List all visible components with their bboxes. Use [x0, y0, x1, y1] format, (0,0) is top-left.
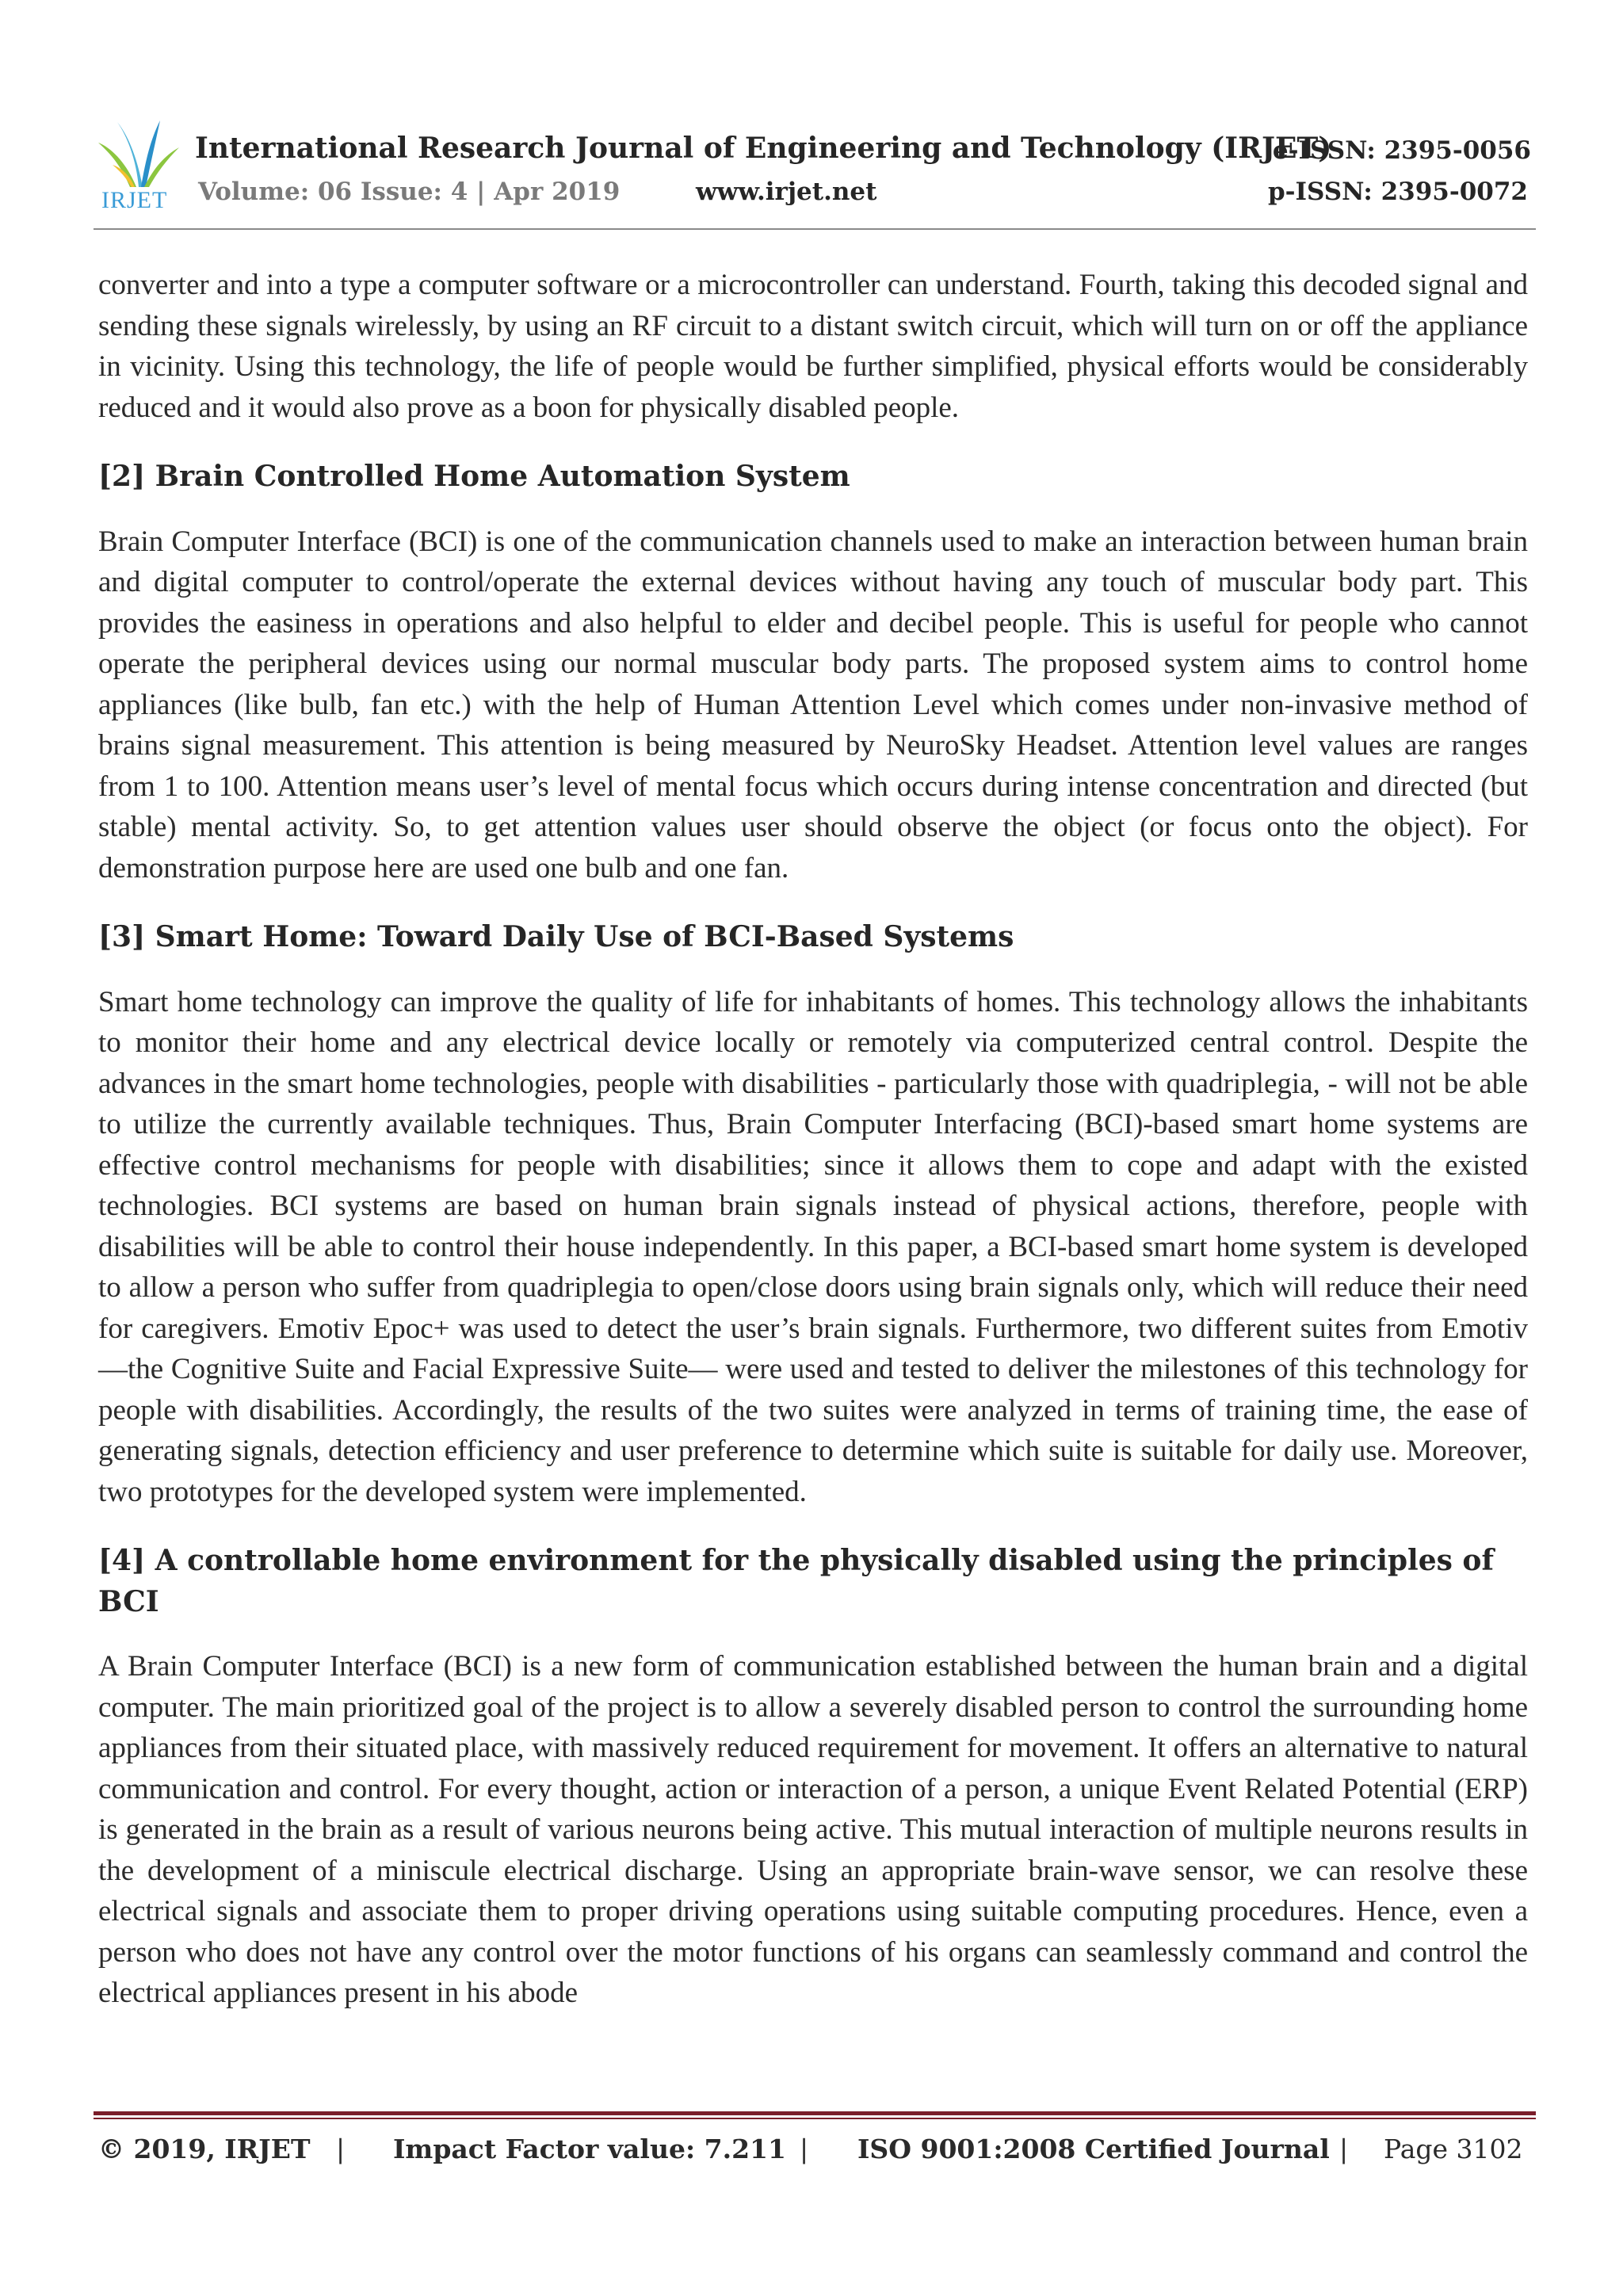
article-body: [98, 265, 1528, 2014]
website-link[interactable]: www.irjet.net: [696, 178, 877, 206]
section-heading: [2] Brain Controlled Home Automation System: [98, 460, 850, 493]
footer-divider: [94, 2111, 1536, 2119]
footer-separator: |: [800, 2134, 809, 2164]
page-footer: [98, 2127, 1525, 2175]
journal-title: International Research Journal of Engineering and Technology (IRJET): [195, 132, 1332, 165]
section-heading: [3] Smart Home: Toward Daily Use of BCI-Based Systems: [98, 920, 1014, 953]
logo-text: IRJET: [101, 187, 168, 213]
section-heading: [4] A controllable home environment for the physically disabled using the principles of BCI: [98, 1544, 1494, 1618]
footer-impact-factor: Impact Factor value: 7.211: [393, 2134, 786, 2164]
footer-iso: ISO 9001:2008 Certified Journal: [857, 2134, 1330, 2164]
p-issn: p-ISSN: 2395-0072: [1267, 178, 1528, 206]
e-issn: e-ISSN: 2395-0056: [1272, 136, 1531, 165]
section-paragraph: A Brain Computer Interface (BCI) is a new form of communication established between the human brain and a digital computer. The main prioritized goal of the project is to allow a severely disabled person to control the surrounding home appliances from their situated place, with massively reduced requirement for movement. It offers an alternative to natural communication and control. For every thought, action or interaction of a person, a unique Event Related Potential (ERP) is generated in the brain as a result of various neurons being active. This mutual interaction of multiple neurons results in the development of a miniscule electrical discharge. Using an appropriate brain-wave sensor, we can resolve these electrical signals and associate them to proper driving operations using suitable computing procedures. Hence, even a person who does not have any control over the motor functions of his organs can seamlessly command and control the electrical appliances present in his abode: [98, 1650, 1528, 2009]
volume-issue: Volume: 06 Issue: 4 | Apr 2019: [198, 178, 621, 206]
page-header: [94, 111, 1536, 230]
section-paragraph: Brain Computer Interface (BCI) is one of the communication channels used to make an interaction between human brain and digital computer to control/operate the external devices without having any touch of muscular body part. This provides the easiness in operations and also helpful to elder and decibel people. This is useful for people who cannot operate the peripheral devices using our normal muscular body parts. The proposed system aims to control home appliances (like bulb, fan etc.) with the help of Human Attention Level which comes under non-invasive method of brains signal measurement. This attention is being measured by NeuroSky Headset. Attention level values are ranges from 1 to 100. Attention means user’s level of mental focus which occurs during intense concentration and directed (but stable) mental activity. So, to get attention values user should observe the object (or focus onto the object). For demonstration purpose here are used one bulb and one fan.: [98, 525, 1528, 884]
footer-separator: |: [1339, 2134, 1349, 2164]
intro-paragraph: converter and into a type a computer software or a microcontroller can understand. Fourth, taking this decoded signal and sending these signals wirelessly, by using an RF circuit to a distant switch circuit, which will turn on or off the appliance in vicinity. Using this technology, the life of people would be further simplified, physical efforts would be considerably reduced and it would also prove as a boon for physically disabled people.: [98, 269, 1528, 424]
irjet-logo: [95, 116, 182, 219]
section-paragraph: Smart home technology can improve the quality of life for inhabitants of homes. This technology allows the inhabitants to monitor their home and any electrical device locally or remotely via computerized central control. Despite the advances in the smart home technologies, people with disabilities - particularly those with quadriplegia, - will not be able to utilize the currently available techniques. Thus, Brain Computer Interfacing (BCI)-based smart home systems are effective control mechanisms for people with disabilities; since it allows them to cope and adapt with the existed technologies. BCI systems are based on human brain signals instead of physical actions, therefore, people with disabilities will be able to control their house independently. In this paper, a BCI-based smart home system is developed to allow a person who suffer from quadriplegia to open/close doors using brain signals only, which will reduce their need for caregivers. Emotiv Epoc+ was used to detect the user’s brain signals. Furthermore, two different suites from Emotiv—the Cognitive Suite and Facial Expressive Suite— were used and tested to deliver the milestones of this technology for people with disabilities. Accordingly, the results of the two suites were analyzed in terms of training time, the ease of generating signals, detection efficiency and user preference to determine which suite is suitable for daily use. Moreover, two prototypes for the developed system were implemented.: [98, 985, 1528, 1508]
footer-page-number: Page 3102: [1384, 2134, 1523, 2164]
footer-copyright: © 2019, IRJET: [98, 2134, 311, 2164]
footer-separator: |: [336, 2134, 346, 2164]
logo-leaves-icon: [95, 116, 182, 191]
